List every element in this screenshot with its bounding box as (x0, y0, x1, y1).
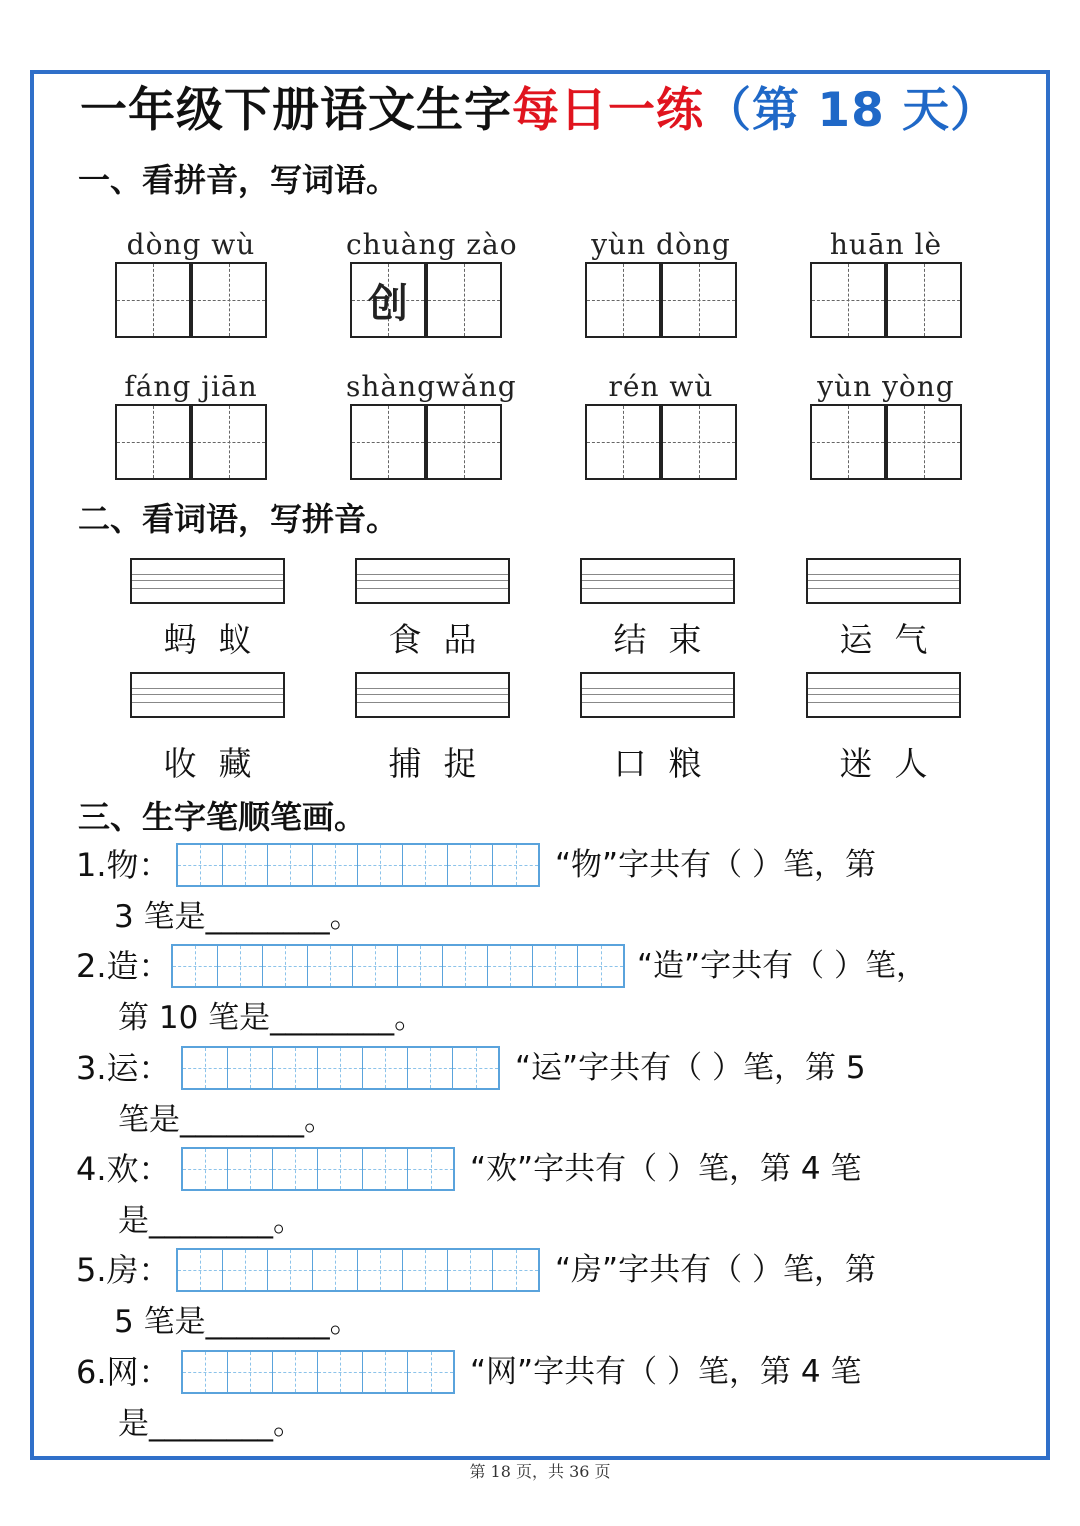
stroke-cell[interactable] (308, 946, 353, 986)
tianzige-box[interactable] (661, 404, 737, 480)
word-prompt: 收藏 (163, 744, 274, 783)
pinyin-writing-lines[interactable] (806, 672, 961, 718)
stroke-cell[interactable] (403, 1250, 448, 1290)
pinyin-prompt: yùn yòng (817, 370, 955, 403)
stroke-cell[interactable] (353, 946, 398, 986)
pinyin-writing-lines[interactable] (580, 558, 735, 604)
stroke-order-grid[interactable] (176, 1248, 540, 1292)
tianzige-box[interactable] (661, 262, 737, 338)
stroke-cell[interactable] (448, 845, 493, 885)
stroke-order-grid[interactable] (181, 1147, 455, 1191)
stroke-cell[interactable] (228, 1352, 273, 1392)
stroke-question-label: 4.欢： (76, 1150, 171, 1188)
tianzige-box[interactable] (810, 404, 886, 480)
stroke-cell[interactable] (363, 1352, 408, 1392)
stroke-question-label: 1.物： (76, 846, 171, 884)
stroke-cell[interactable] (228, 1149, 273, 1189)
word-prompt: 迷人 (839, 744, 950, 783)
stroke-cell[interactable] (408, 1149, 453, 1189)
stroke-cell[interactable] (273, 1048, 318, 1088)
tianzige-box[interactable] (886, 404, 962, 480)
pinyin-writing-lines[interactable] (806, 558, 961, 604)
page-footer: 第 18 页，共 36 页 (469, 1462, 611, 1481)
section2-heading: 二、看词语，写拼音。 (78, 500, 399, 538)
stroke-cell[interactable] (178, 845, 223, 885)
stroke-order-grid[interactable] (176, 843, 540, 887)
stroke-cell[interactable] (493, 1250, 538, 1290)
tianzige-box[interactable] (426, 404, 502, 480)
stroke-count-question: “运”字共有（ ）笔，第 5 (515, 1050, 866, 1086)
stroke-cell[interactable] (273, 1149, 318, 1189)
stroke-cell[interactable] (313, 845, 358, 885)
stroke-cell[interactable] (493, 845, 538, 885)
stroke-cell[interactable] (533, 946, 578, 986)
stroke-cell[interactable] (173, 946, 218, 986)
stroke-question-label: 3.运： (76, 1049, 171, 1087)
stroke-cell[interactable] (263, 946, 308, 986)
stroke-cell[interactable] (448, 1250, 493, 1290)
pinyin-writing-lines[interactable] (355, 558, 510, 604)
title-main: 一年级下册语文生字 (80, 83, 512, 138)
stroke-count-question: “欢”字共有（ ）笔，第 4 笔 (470, 1151, 862, 1187)
stroke-cell[interactable] (268, 845, 313, 885)
stroke-cell[interactable] (313, 1250, 358, 1290)
title-daily-practice: 每日一练 (512, 83, 704, 138)
stroke-cell[interactable] (398, 946, 443, 986)
stroke-cell[interactable] (223, 845, 268, 885)
stroke-count-question: “网”字共有（ ）笔，第 4 笔 (470, 1354, 862, 1390)
word-prompt: 结束 (613, 620, 724, 659)
tianzige-box[interactable] (585, 404, 661, 480)
given-character: 创 (368, 280, 408, 327)
word-prompt: 口粮 (613, 744, 724, 783)
tianzige-box[interactable] (191, 262, 267, 338)
stroke-cell[interactable] (318, 1352, 363, 1392)
stroke-cell[interactable] (408, 1048, 453, 1088)
stroke-order-grid[interactable] (171, 944, 625, 988)
pinyin-prompt: chuàng zào (346, 228, 518, 261)
section3-heading: 三、生字笔顺笔画。 (78, 798, 367, 836)
stroke-cell[interactable] (183, 1352, 228, 1392)
stroke-cell[interactable] (403, 845, 448, 885)
pinyin-prompt: shàngwǎng (346, 370, 517, 403)
pinyin-writing-lines[interactable] (580, 672, 735, 718)
stroke-cell[interactable] (178, 1250, 223, 1290)
tianzige-box[interactable] (115, 404, 191, 480)
pinyin-prompt: dòng wù (126, 228, 256, 261)
stroke-cell[interactable] (408, 1352, 453, 1392)
section1-heading: 一、看拼音，写词语。 (78, 161, 399, 199)
pinyin-prompt: fáng jiān (124, 370, 258, 403)
stroke-nth-question: 5 笔是________。 (114, 1304, 361, 1340)
stroke-cell[interactable] (183, 1149, 228, 1189)
stroke-nth-question: 是________。 (118, 1406, 304, 1442)
tianzige-box[interactable] (585, 262, 661, 338)
tianzige-box[interactable] (115, 262, 191, 338)
stroke-question-label: 5.房： (76, 1251, 171, 1289)
stroke-cell[interactable] (363, 1149, 408, 1189)
stroke-order-grid[interactable] (181, 1350, 455, 1394)
stroke-count-question: “房”字共有（ ）笔，第 (555, 1252, 876, 1288)
stroke-question-label: 6.网： (76, 1353, 171, 1391)
tianzige-box[interactable] (350, 404, 426, 480)
stroke-cell[interactable] (183, 1048, 228, 1088)
pinyin-prompt: yùn dòng (591, 228, 731, 261)
stroke-cell[interactable] (273, 1352, 318, 1392)
pinyin-writing-lines[interactable] (355, 672, 510, 718)
pinyin-writing-lines[interactable] (130, 672, 285, 718)
stroke-cell[interactable] (223, 1250, 268, 1290)
stroke-cell[interactable] (358, 1250, 403, 1290)
tianzige-box[interactable] (426, 262, 502, 338)
pinyin-prompt: rén wù (608, 370, 714, 403)
stroke-cell[interactable] (218, 946, 263, 986)
stroke-cell[interactable] (268, 1250, 313, 1290)
stroke-cell[interactable] (358, 845, 403, 885)
stroke-question-label: 2.造： (76, 947, 171, 985)
stroke-cell[interactable] (228, 1048, 273, 1088)
tianzige-box[interactable] (350, 262, 426, 338)
tianzige-box[interactable] (191, 404, 267, 480)
tianzige-box[interactable] (810, 262, 886, 338)
word-prompt: 运气 (839, 620, 950, 659)
tianzige-box[interactable] (886, 262, 962, 338)
word-prompt: 蚂蚁 (163, 620, 274, 659)
stroke-nth-question: 3 笔是________。 (114, 899, 361, 935)
stroke-cell[interactable] (443, 946, 488, 986)
stroke-nth-question: 笔是________。 (118, 1102, 335, 1138)
stroke-cell[interactable] (318, 1048, 363, 1088)
stroke-count-question: “物”字共有（ ）笔，第 (555, 847, 876, 883)
stroke-cell[interactable] (363, 1048, 408, 1088)
stroke-cell[interactable] (453, 1048, 498, 1088)
worksheet-title (80, 80, 1020, 142)
stroke-order-grid[interactable] (181, 1046, 500, 1090)
pinyin-prompt: huān lè (829, 228, 943, 261)
stroke-nth-question: 是________。 (118, 1203, 304, 1239)
stroke-nth-question: 第 10 笔是________。 (118, 1000, 426, 1036)
word-prompt: 食品 (388, 620, 499, 659)
stroke-cell[interactable] (318, 1149, 363, 1189)
stroke-cell[interactable] (488, 946, 533, 986)
pinyin-writing-lines[interactable] (130, 558, 285, 604)
title-day: （第 18 天） (704, 83, 999, 138)
stroke-count-question: “造”字共有（ ）笔， (637, 948, 927, 984)
word-prompt: 捕捉 (388, 744, 499, 783)
stroke-cell[interactable] (578, 946, 623, 986)
